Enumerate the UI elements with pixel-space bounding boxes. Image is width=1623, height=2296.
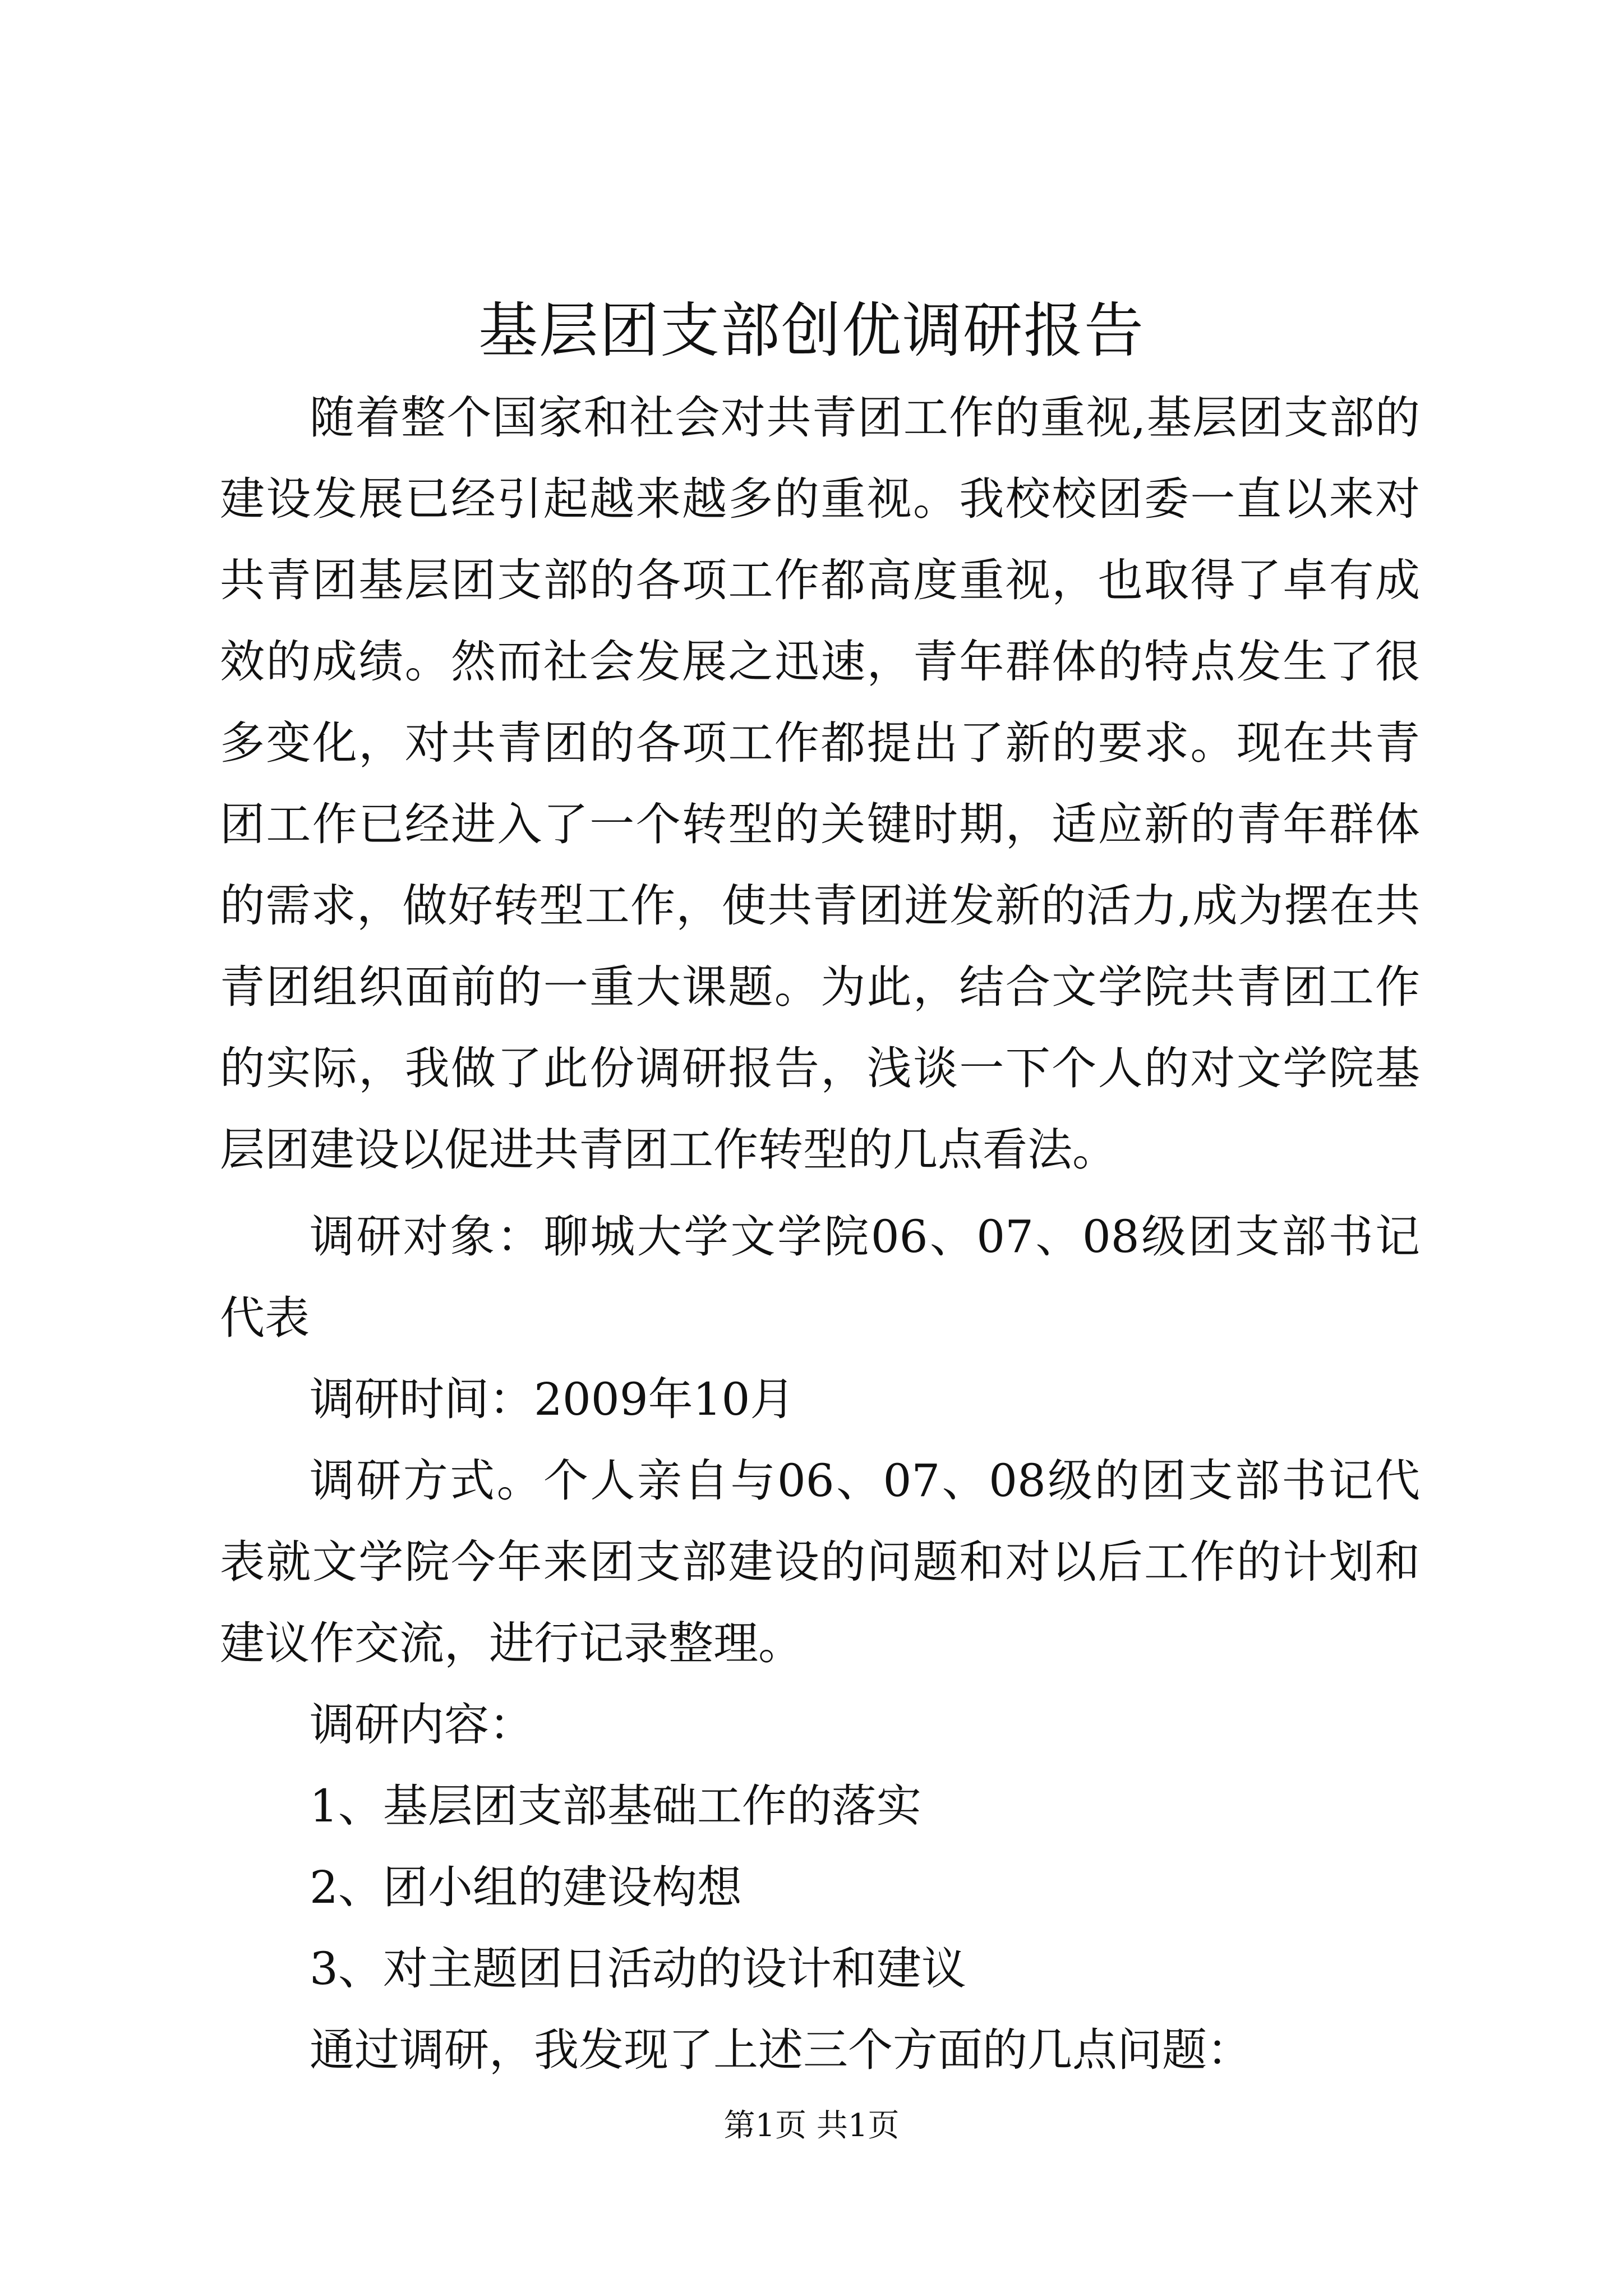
survey-time: 调研时间：2009年10月 <box>310 1373 795 1425</box>
content-item-1: 1、基层团支部基础工作的落实 <box>310 1780 921 1832</box>
document-body <box>220 377 1420 2091</box>
content-item-2: 2、团小组的建设构想 <box>310 1861 742 1913</box>
survey-method: 调研方式。个人亲自与06、07、08级的团支部书记代表就文学院今年来团支部建设的问题和对以后工作的计划和建议作交流，进行记录整理。 <box>220 1455 1420 1669</box>
content-item-3: 3、对主题团日活动的设计和建议 <box>310 1943 966 1995</box>
document-title: 基层团支部创优调研报告 <box>478 296 1145 365</box>
conclusion-line: 通过调研，我发现了上述三个方面的几点问题： <box>310 2024 1252 2076</box>
page-number: 第1页 共1页 <box>723 2108 900 2144</box>
survey-content-label: 调研内容： <box>310 1699 534 1751</box>
intro-paragraph: 随着整个国家和社会对共青团工作的重视,基层团支部的建设发展已经引起越来越多的重视。我校校团委一直以来对共青团基层团支部的各项工作都高度重视，也取得了卓有成效的成绩。然而社会发展之迅速，青年群体的特点发生了很多变化，对共青团的各项工作都提出了新的要求。现在共青团工作已经进入了一个转型的关键时期，适应新的青年群体的需求，做好转型工作，使共青团迸发新的活力,成为摆在共青团组织面前的一重大课题。为此，结合文学院共青团工作的实际，我做了此份调研报告，浅谈一下个人的对文学院基层团建设以促进共青团工作转型的几点看法。 <box>220 392 1420 1176</box>
survey-subject: 调研对象：聊城大学文学院06、07、08级团支部书记代表 <box>220 1211 1420 1344</box>
